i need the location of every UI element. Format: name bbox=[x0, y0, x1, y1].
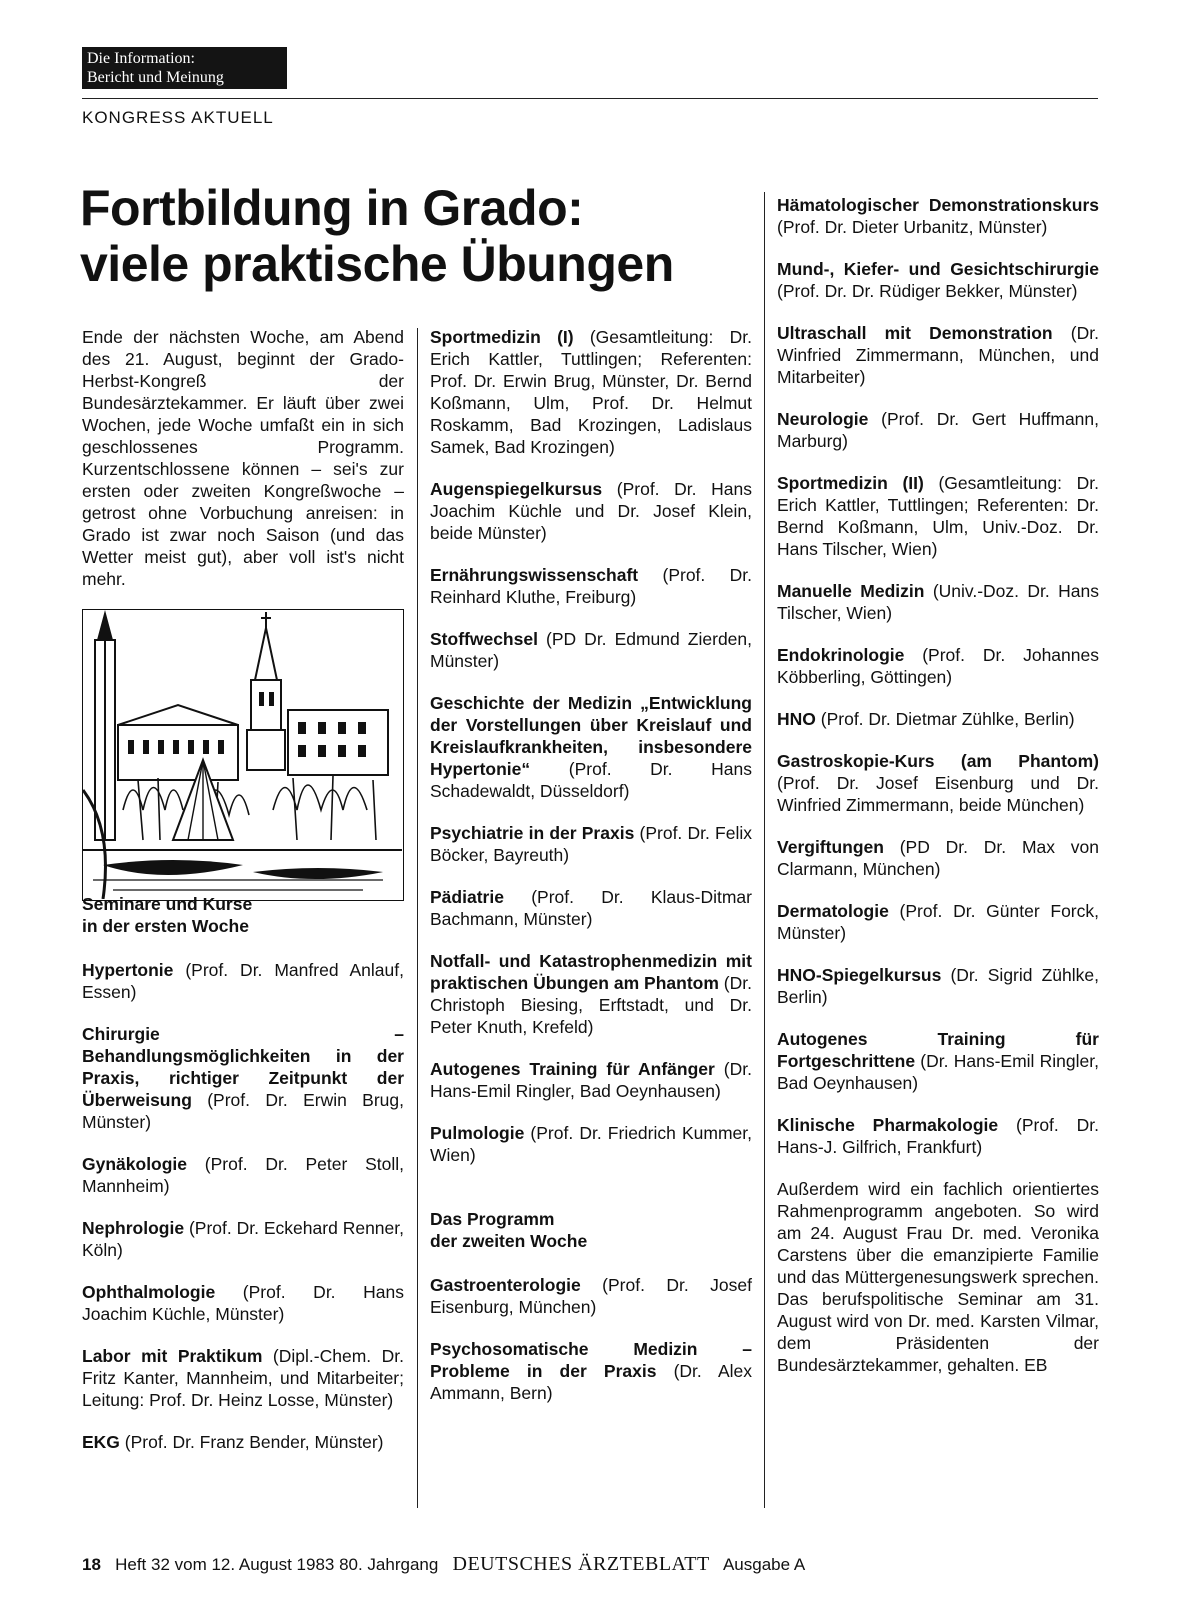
column-3 bbox=[777, 194, 1099, 1396]
item-text: (Prof. Dr. Reinhard Kluthe, Freiburg) bbox=[430, 565, 752, 607]
masthead-logo bbox=[82, 47, 287, 89]
headline-line-1: Fortbildung in Grado: bbox=[80, 180, 584, 236]
item-title: Gynäkologie bbox=[82, 1154, 188, 1174]
item-title: Geschichte der Medizin „Entwicklung der Vorstellungen über Kreislauf und Kreislaufkrankheiten, insbesondere Hypertonie“ bbox=[430, 693, 752, 779]
column-2 bbox=[430, 326, 752, 1424]
item-title: Sportmedizin (I) bbox=[430, 327, 574, 347]
item-title: Ophthalmologie bbox=[82, 1282, 216, 1302]
item-text: (Prof. Dr. Franz Bender, Münster) bbox=[119, 1432, 384, 1452]
item-title: Autogenes Training für Anfänger bbox=[430, 1059, 715, 1079]
item-title: Klinische Pharmakologie bbox=[777, 1115, 999, 1135]
item-text: (Prof. Dr. Manfred Anlauf, Essen) bbox=[82, 960, 404, 1002]
list-item bbox=[777, 1114, 1099, 1158]
item-text: (Prof. Dr. Hans-J. Gilfrich, Frankfurt) bbox=[777, 1115, 1099, 1157]
list-item bbox=[430, 692, 752, 802]
grado-harbour-illustration bbox=[82, 609, 404, 901]
item-text: (Gesamtleitung: Dr. Erich Kattler, Tuttlingen; Referenten: Prof. Dr. Erwin Brug, Münster, Dr. Bernd Koßmann, Ulm, Prof. Dr. Helmut Roskamm, Bad Krozingen, Ladislaus Samek, Bad Krozingen) bbox=[430, 327, 752, 457]
item-text: (Prof. Dr. Johannes Köbberling, Göttingen) bbox=[777, 645, 1099, 687]
item-text: (Prof. Dr. Hans Schadewaldt, Düsseldorf) bbox=[430, 759, 752, 801]
list-item bbox=[82, 1281, 404, 1325]
masthead-line-1: Die Information: bbox=[87, 50, 195, 67]
list-item bbox=[430, 950, 752, 1038]
item-text: (PD Dr. Edmund Zierden, Münster) bbox=[430, 629, 752, 671]
list-item bbox=[777, 836, 1099, 880]
page-footer bbox=[82, 1553, 1098, 1576]
item-title: Autogenes Training für Fortgeschrittene bbox=[777, 1029, 1099, 1071]
item-title: Mund-, Kiefer- und Gesichtschirurgie bbox=[777, 259, 1099, 279]
list-item bbox=[430, 1274, 752, 1318]
item-text: (Dr. Winfried Zimmermann, München, und Mitarbeiter) bbox=[777, 323, 1099, 387]
list-item bbox=[777, 580, 1099, 624]
page-number: 18 bbox=[82, 1555, 101, 1574]
headline-line-2: viele praktische Übungen bbox=[80, 236, 674, 292]
week1-heading-line-1: Seminare und Kurse bbox=[82, 894, 253, 914]
column-1 bbox=[82, 326, 404, 590]
item-text: (Prof. Dr. Hans Joachim Küchle und Dr. Josef Klein, beide Münster) bbox=[430, 479, 752, 543]
item-text: (Dr. Sigrid Zühlke, Berlin) bbox=[777, 965, 1099, 1007]
item-title: EKG bbox=[82, 1432, 120, 1452]
item-text: (Dipl.-Chem. Dr. Fritz Kanter, Mannheim, und Mitarbeiter; Leitung: Prof. Dr. Heinz Losse, Münster) bbox=[82, 1346, 404, 1410]
list-item bbox=[430, 1122, 752, 1166]
item-text: (Dr. Alex Ammann, Bern) bbox=[430, 1361, 752, 1403]
list-item bbox=[777, 472, 1099, 560]
item-title: Nephrologie bbox=[82, 1218, 185, 1238]
week1-heading bbox=[82, 893, 404, 937]
item-title: Ernährungswissenschaft bbox=[430, 565, 639, 585]
item-title: Hypertonie bbox=[82, 960, 174, 980]
item-title: Notfall- und Katastrophenmedizin mit praktischen Übungen am Phantom bbox=[430, 951, 752, 993]
item-title: Labor mit Praktikum bbox=[82, 1346, 263, 1366]
item-title: Psychosomatische Medizin – Probleme in der Praxis bbox=[430, 1339, 752, 1381]
week2-heading-line-2: der zweiten Woche bbox=[430, 1231, 588, 1251]
item-title: Sportmedizin (II) bbox=[777, 473, 924, 493]
item-title: Pädiatrie bbox=[430, 887, 504, 907]
list-item bbox=[430, 822, 752, 866]
item-title: Pulmologie bbox=[430, 1123, 525, 1143]
issue-info: Heft 32 vom 12. August 1983 80. Jahrgang bbox=[115, 1555, 439, 1574]
edition-label: Ausgabe A bbox=[722, 1555, 806, 1574]
intro-paragraph: Ende der nächsten Woche, am Abend des 21. August, beginnt der Grado-Herbst-Kongreß der Bundesärztekammer. Er läuft über zwei Wochen, jede Woche umfaßt ein in sich geschlossenes Programm. Kurzentschlossene können – sei's zur ersten oder zweiten Kongreßwoche – getrost ohne Vorbuchung anreisen: in Grado ist zwar noch Saison (und das Wetter meist gut), aber voll ist's nicht mehr. bbox=[82, 327, 404, 589]
list-item bbox=[430, 1058, 752, 1102]
journal-name: DEUTSCHES ÄRZTEBLATT bbox=[452, 1553, 710, 1575]
item-text: (Prof. Dr. Dr. Rüdiger Bekker, Münster) bbox=[777, 281, 1078, 301]
list-item bbox=[777, 322, 1099, 388]
item-text: (Prof. Dr. Hans Joachim Küchle, Münster) bbox=[82, 1282, 404, 1324]
item-text: (Prof. Dr. Günter Forck, Münster) bbox=[777, 901, 1099, 943]
list-item bbox=[430, 564, 752, 608]
header-rule bbox=[82, 98, 1098, 99]
article-headline bbox=[80, 180, 720, 292]
week2-heading bbox=[430, 1208, 752, 1252]
item-text: (Dr. Christoph Biesing, Erftstadt, und Dr. Peter Knuth, Krefeld) bbox=[430, 973, 752, 1037]
item-text: (Prof. Dr. Klaus-Ditmar Bachmann, Münster) bbox=[430, 887, 752, 929]
item-text: (Prof. Dr. Josef Eisenburg, München) bbox=[430, 1275, 752, 1317]
list-item bbox=[430, 478, 752, 544]
item-title: Manuelle Medizin bbox=[777, 581, 925, 601]
item-title: Neurologie bbox=[777, 409, 869, 429]
item-title: Stoffwechsel bbox=[430, 629, 538, 649]
list-item bbox=[777, 408, 1099, 452]
list-item bbox=[777, 194, 1099, 238]
item-text: (Prof. Dr. Eckehard Renner, Köln) bbox=[82, 1218, 404, 1260]
closing-paragraph: Außerdem wird ein fachlich orientiertes Rahmenprogramm angeboten. So wird am 24. August Frau Dr. med. Veronika Carstens über die emanzipierte Familie und das Müttergenesungswerk sprechen. Das berufspolitische Seminar am 31. August wird von Dr. med. Karsten Vilmar, dem Präsidenten der Bundesärztekammer, gehalten. EB bbox=[777, 1179, 1099, 1375]
list-item bbox=[430, 326, 752, 458]
list-item bbox=[430, 628, 752, 672]
item-title: Chirurgie – Behandlungsmöglichkeiten in der Praxis, richtiger Zeitpunkt der Überweisung bbox=[82, 1024, 404, 1110]
list-item bbox=[777, 964, 1099, 1008]
item-text: (Univ.-Doz. Dr. Hans Tilscher, Wien) bbox=[777, 581, 1100, 623]
item-title: Hämatologischer Demonstrationskurs bbox=[777, 195, 1099, 215]
column-divider-2 bbox=[764, 192, 765, 1508]
item-text: (Dr. Hans-Emil Ringler, Bad Oeynhausen) bbox=[777, 1051, 1099, 1093]
item-title: Gastroenterologie bbox=[430, 1275, 581, 1295]
item-text: (Prof. Dr. Erwin Brug, Münster) bbox=[82, 1090, 404, 1132]
item-title: Augenspiegelkursus bbox=[430, 479, 603, 499]
list-item bbox=[82, 959, 404, 1003]
list-item bbox=[82, 1345, 404, 1411]
list-item bbox=[82, 1431, 404, 1453]
item-title: Endokrinologie bbox=[777, 645, 905, 665]
list-item bbox=[777, 644, 1099, 688]
week1-heading-line-2: in der ersten Woche bbox=[82, 916, 249, 936]
harbour-drawing bbox=[83, 610, 402, 899]
list-item bbox=[82, 1023, 404, 1133]
list-item bbox=[430, 1338, 752, 1404]
item-title: Vergiftungen bbox=[777, 837, 884, 857]
list-item bbox=[82, 1217, 404, 1261]
column-1-list bbox=[82, 893, 404, 1473]
item-title: Gastroskopie-Kurs (am Phantom) bbox=[777, 751, 1099, 771]
item-title: Dermatologie bbox=[777, 901, 889, 921]
list-item bbox=[777, 1028, 1099, 1094]
item-text: (Prof. Dr. Gert Huffmann, Marburg) bbox=[777, 409, 1099, 451]
week2-heading-line-1: Das Programm bbox=[430, 1209, 555, 1229]
item-title: HNO-Spiegelkursus bbox=[777, 965, 942, 985]
item-title: Psychiatrie in der Praxis bbox=[430, 823, 635, 843]
item-text: (Prof. Dr. Josef Eisenburg und Dr. Winfried Zimmermann, beide München) bbox=[777, 773, 1099, 815]
item-text: (Prof. Dr. Friedrich Kummer, Wien) bbox=[430, 1123, 752, 1165]
list-item bbox=[777, 708, 1099, 730]
item-text: (Prof. Dr. Dietmar Zühlke, Berlin) bbox=[815, 709, 1075, 729]
item-text: (Prof. Dr. Peter Stoll, Mannheim) bbox=[82, 1154, 404, 1196]
item-text: (Prof. Dr. Dieter Urbanitz, Münster) bbox=[777, 217, 1048, 237]
list-item bbox=[777, 900, 1099, 944]
list-item bbox=[777, 750, 1099, 816]
section-label: KONGRESS AKTUELL bbox=[82, 108, 274, 127]
list-item bbox=[430, 886, 752, 930]
masthead-line-2: Bericht und Meinung bbox=[87, 69, 224, 86]
list-item bbox=[82, 1153, 404, 1197]
list-item bbox=[777, 258, 1099, 302]
item-text: (Prof. Dr. Felix Böcker, Bayreuth) bbox=[430, 823, 752, 865]
item-title: Ultraschall mit Demonstration bbox=[777, 323, 1053, 343]
item-text: (Gesamtleitung: Dr. Erich Kattler, Tuttlingen; Referenten: Dr. Bernd Koßmann, Ulm, Univ.-Doz. Dr. Hans Tilscher, Wien) bbox=[777, 473, 1099, 559]
column-divider-1 bbox=[417, 328, 418, 1508]
item-title: HNO bbox=[777, 709, 816, 729]
item-text: (Dr. Hans-Emil Ringler, Bad Oeynhausen) bbox=[430, 1059, 752, 1101]
item-text: (PD Dr. Dr. Max von Clarmann, München) bbox=[777, 837, 1099, 879]
